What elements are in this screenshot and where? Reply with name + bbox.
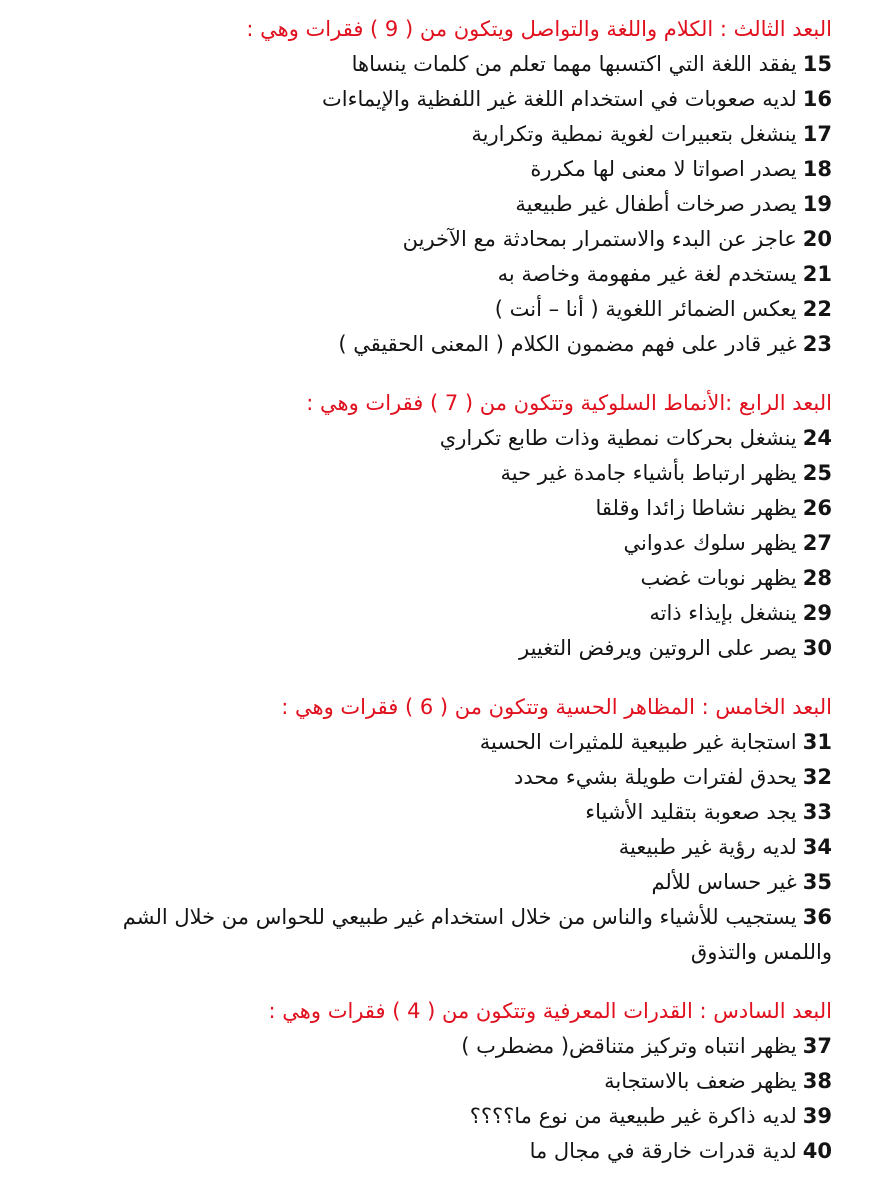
list-item [50, 327, 832, 362]
item-number: 18 [802, 157, 832, 181]
item-number: 38 [802, 1069, 832, 1093]
list-item [50, 47, 832, 82]
item-text: يظهر انتباه وتركيز متناقض( مضطرب ) [461, 1034, 797, 1058]
item-text: غير قادر على فهم مضمون الكلام ( المعنى الحقيقي ) [338, 332, 797, 356]
item-number: 16 [802, 87, 832, 111]
item-number: 17 [802, 122, 832, 146]
item-text: يحدق لفترات طويلة بشيء محدد [514, 765, 797, 789]
item-text: لديه ذاكرة غير طبيعية من نوع ما؟؟؟؟ [469, 1104, 797, 1128]
item-text: يظهر نشاطا زائدا وقلقا [595, 496, 797, 520]
item-number: 35 [802, 870, 832, 894]
section-heading: البعد الرابع :الأنماط السلوكية وتتكون من ( 7 ) فقرات وهي : [306, 391, 832, 415]
list-item [50, 292, 832, 327]
item-number: 31 [802, 730, 832, 754]
item-number: 21 [802, 262, 832, 286]
list-item [50, 631, 832, 666]
section-dimension-6 [50, 994, 832, 1169]
item-text: يفقد اللغة التي اكتسبها مهما تعلم من كلمات ينساها [351, 52, 797, 76]
list-item [50, 187, 832, 222]
item-number: 19 [802, 192, 832, 216]
item-number: 26 [802, 496, 832, 520]
section-heading: البعد الثالث : الكلام واللغة والتواصل ويتكون من ( 9 ) فقرات وهي : [246, 17, 832, 41]
item-text: عاجز عن البدء والاستمرار بمحادثة مع الآخرين [402, 227, 797, 251]
item-text: يظهر ضعف بالاستجابة [604, 1069, 797, 1093]
item-text: لدية قدرات خارقة في مجال ما [529, 1139, 797, 1163]
list-item [50, 222, 832, 257]
section-heading: البعد الخامس : المظاهر الحسية وتتكون من ( 6 ) فقرات وهي : [281, 695, 832, 719]
item-number: 39 [802, 1104, 832, 1128]
item-text: يظهر نوبات غضب [640, 566, 797, 590]
item-text: يصدر اصواتا لا معنى لها مكررة [530, 157, 797, 181]
item-number: 27 [802, 531, 832, 555]
item-number: 36 [802, 905, 832, 929]
list-item [50, 491, 832, 526]
item-text: يظهر ارتباط بأشياء جامدة غير حية [500, 461, 797, 485]
list-item [50, 561, 832, 596]
item-text: استجابة غير طبيعية للمثيرات الحسية [479, 730, 797, 754]
item-number: 23 [802, 332, 832, 356]
item-text: غير حساس للألم [651, 870, 797, 894]
list-item [50, 456, 832, 491]
list-item [50, 526, 832, 561]
list-item [50, 1099, 832, 1134]
list-item [50, 421, 832, 456]
item-text: يصدر صرخات أطفال غير طبيعية [515, 192, 797, 216]
list-item [50, 795, 832, 830]
item-text: يعكس الضمائر اللغوية ( أنا – أنت ) [494, 297, 797, 321]
item-text: يستجيب للأشياء والناس من خلال استخدام غير طبيعي للحواس من خلال الشم واللمس والتذوق [122, 905, 832, 964]
item-number: 22 [802, 297, 832, 321]
item-number: 29 [802, 601, 832, 625]
item-number: 15 [802, 52, 832, 76]
item-text: لديه صعوبات في استخدام اللغة غير اللفظية والإيماءات [322, 87, 797, 111]
list-item [50, 1064, 832, 1099]
item-text: ينشغل بإيذاء ذاته [649, 601, 797, 625]
item-text: ينشغل بحركات نمطية وذات طابع تكراري [439, 426, 797, 450]
list-item [50, 596, 832, 631]
section-dimension-4 [50, 386, 832, 666]
item-text: يصر على الروتين ويرفض التغيير [519, 636, 797, 660]
section-dimension-5 [50, 690, 832, 970]
item-number: 30 [802, 636, 832, 660]
section-dimension-3 [50, 12, 832, 362]
item-text: لديه رؤية غير طبيعية [618, 835, 797, 859]
list-item [50, 257, 832, 292]
item-text: يجد صعوبة بتقليد الأشياء [585, 800, 797, 824]
list-item [50, 117, 832, 152]
item-text: ينشغل بتعبيرات لغوية نمطية وتكرارية [471, 122, 797, 146]
section-heading: البعد السادس : القدرات المعرفية وتتكون من ( 4 ) فقرات وهي : [268, 999, 832, 1023]
item-number: 33 [802, 800, 832, 824]
list-item [50, 1134, 832, 1169]
list-item [50, 725, 832, 760]
list-item [50, 900, 832, 970]
item-number: 34 [802, 835, 832, 859]
list-item [50, 1029, 832, 1064]
item-number: 28 [802, 566, 832, 590]
list-item [50, 865, 832, 900]
list-item [50, 82, 832, 117]
item-number: 40 [802, 1139, 832, 1163]
item-text: يظهر سلوك عدواني [623, 531, 797, 555]
item-number: 37 [802, 1034, 832, 1058]
item-number: 24 [802, 426, 832, 450]
list-item [50, 152, 832, 187]
list-item [50, 830, 832, 865]
item-number: 20 [802, 227, 832, 251]
item-text: يستخدم لغة غير مفهومة وخاصة به [497, 262, 797, 286]
list-item [50, 760, 832, 795]
item-number: 25 [802, 461, 832, 485]
item-number: 32 [802, 765, 832, 789]
